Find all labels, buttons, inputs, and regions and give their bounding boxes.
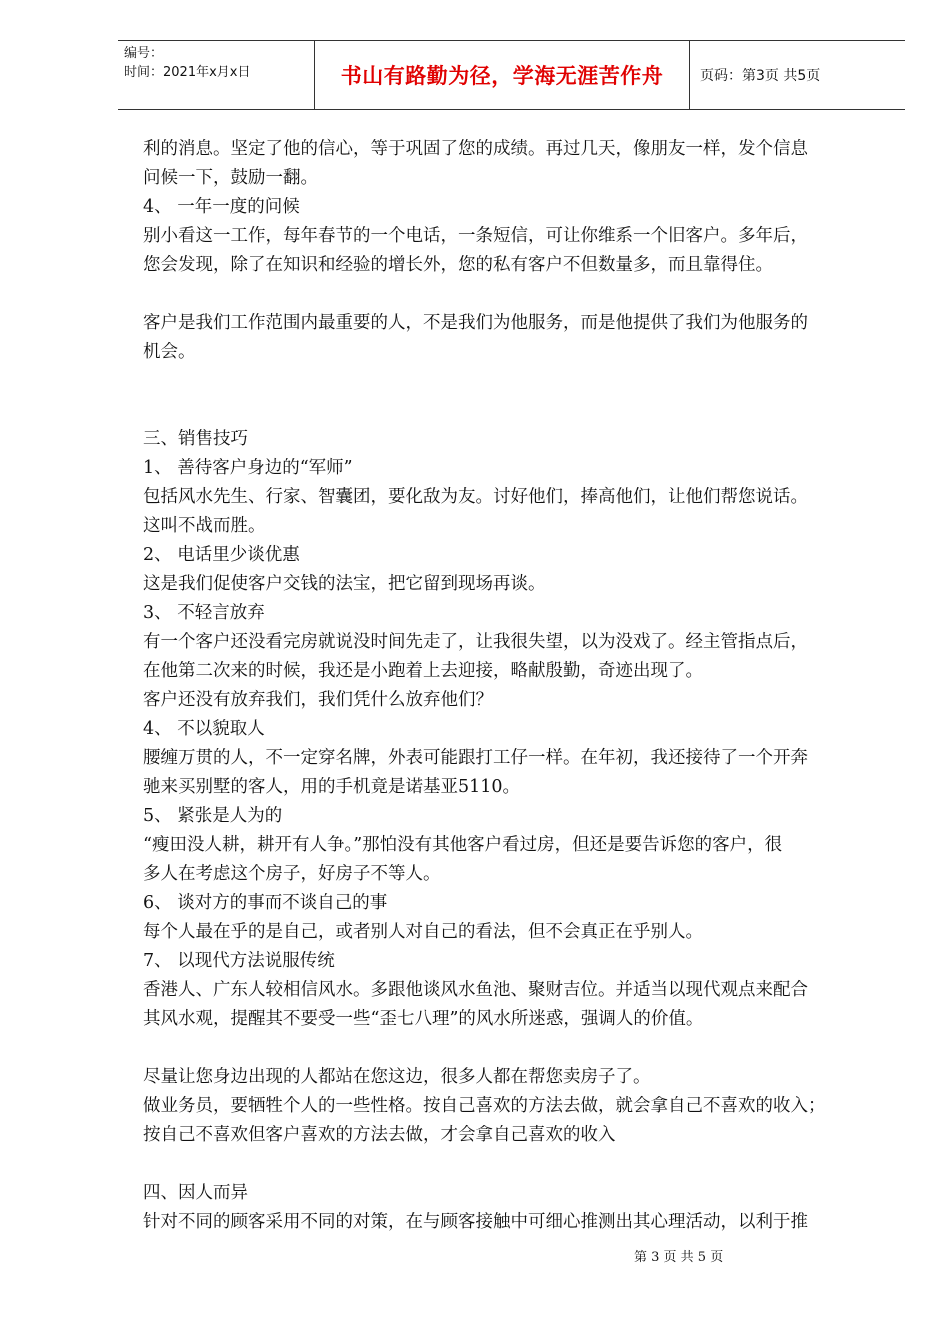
text-line: 驰来买别墅的客人，用的手机竟是诺基亚5110。 <box>143 777 521 797</box>
list-item-heading: 2、 电话里少谈优惠 <box>143 545 300 565</box>
header-motto: 书山有路勤为径，学海无涯苦作舟 <box>315 41 690 109</box>
text-line: “瘦田没人耕，耕开有人争。”那怕没有其他客户看过房，但还是要告诉您的客户，很 <box>143 835 783 855</box>
text-line: 腰缠万贯的人，不一定穿名牌，外表可能跟打工仔一样。在年初，我还接待了一个开奔 <box>143 748 808 768</box>
text-line: 香港人、广东人较相信风水。多跟他谈风水鱼池、聚财吉位。并适当以现代观点来配合 <box>143 980 808 1000</box>
text-line: 做业务员，要牺牲个人的一些性格。按自己喜欢的方法去做，就会拿自己不喜欢的收入； <box>143 1096 826 1116</box>
text-line: 问候一下，鼓励一翻。 <box>143 168 318 188</box>
text-line: 有一个客户还没看完房就说没时间先走了，让我很失望，以为没戏了。经主管指点后， <box>143 632 808 652</box>
text-line: 多人在考虑这个房子，好房子不等人。 <box>143 864 441 884</box>
text-line: 每个人最在乎的是自己，或者别人对自己的看法，但不会真正在乎别人。 <box>143 922 703 942</box>
header-meta <box>118 41 315 109</box>
list-item-heading: 4、 不以貌取人 <box>143 719 265 739</box>
text-line: 尽量让您身边出现的人都站在您这边，很多人都在帮您卖房子了。 <box>143 1067 651 1087</box>
list-item-heading: 4、 一年一度的问候 <box>143 197 300 217</box>
text-line: 包括风水先生、行家、智囊团，要化敌为友。讨好他们，捧高他们，让他们帮您说话。 <box>143 487 808 507</box>
header-page-number: 页码：第3页 共5页 <box>700 68 821 84</box>
text-line: 利的消息。坚定了他的信心，等于巩固了您的成绩。再过几天，像朋友一样，发个信息 <box>143 139 808 159</box>
text-line: 别小看这一工作，每年春节的一个电话，一条短信，可让你维系一个旧客户。多年后， <box>143 226 808 246</box>
text-line: 在他第二次来的时候，我还是小跑着上去迎接，略献殷勤，奇迹出现了。 <box>143 661 703 681</box>
list-item-heading: 5、 紧张是人为的 <box>143 806 283 826</box>
page-header <box>118 40 905 110</box>
list-item-heading: 6、 谈对方的事而不谈自己的事 <box>143 893 388 913</box>
code-label: 编号： <box>124 46 164 61</box>
text-line: 机会。 <box>143 342 196 362</box>
section-heading: 三、销售技巧 <box>143 429 248 449</box>
text-line: 针对不同的顾客采用不同的对策，在与顾客接触中可细心推测出其心理活动，以利于推 <box>143 1212 808 1232</box>
list-item-heading: 1、 善待客户身边的“军师” <box>143 458 353 478</box>
text-line: 按自己不喜欢但客户喜欢的方法去做，才会拿自己喜欢的收入 <box>143 1125 616 1145</box>
text-line: 您会发现，除了在知识和经验的增长外，您的私有客户不但数量多，而且靠得住。 <box>143 255 773 275</box>
list-item-heading: 3、 不轻言放弃 <box>143 603 265 623</box>
text-line: 客户是我们工作范围内最重要的人，不是我们为他服务，而是他提供了我们为他服务的 <box>143 313 808 333</box>
text-line: 其风水观，提醒其不要受一些“歪七八理”的风水所迷惑，强调人的价值。 <box>143 1009 704 1029</box>
list-item-heading: 7、 以现代方法说服传统 <box>143 951 335 971</box>
time-label: 时间：2021年x月x日 <box>124 65 251 80</box>
section-heading: 四、因人而异 <box>143 1183 248 1203</box>
text-line: 这叫不战而胜。 <box>143 516 266 536</box>
footer-page-number: 第 3 页 共 5 页 <box>634 1250 724 1265</box>
text-line: 这是我们促使客户交钱的法宝，把它留到现场再谈。 <box>143 574 546 594</box>
text-line: 客户还没有放弃我们，我们凭什么放弃他们？ <box>143 690 493 710</box>
document-body <box>143 135 883 1237</box>
